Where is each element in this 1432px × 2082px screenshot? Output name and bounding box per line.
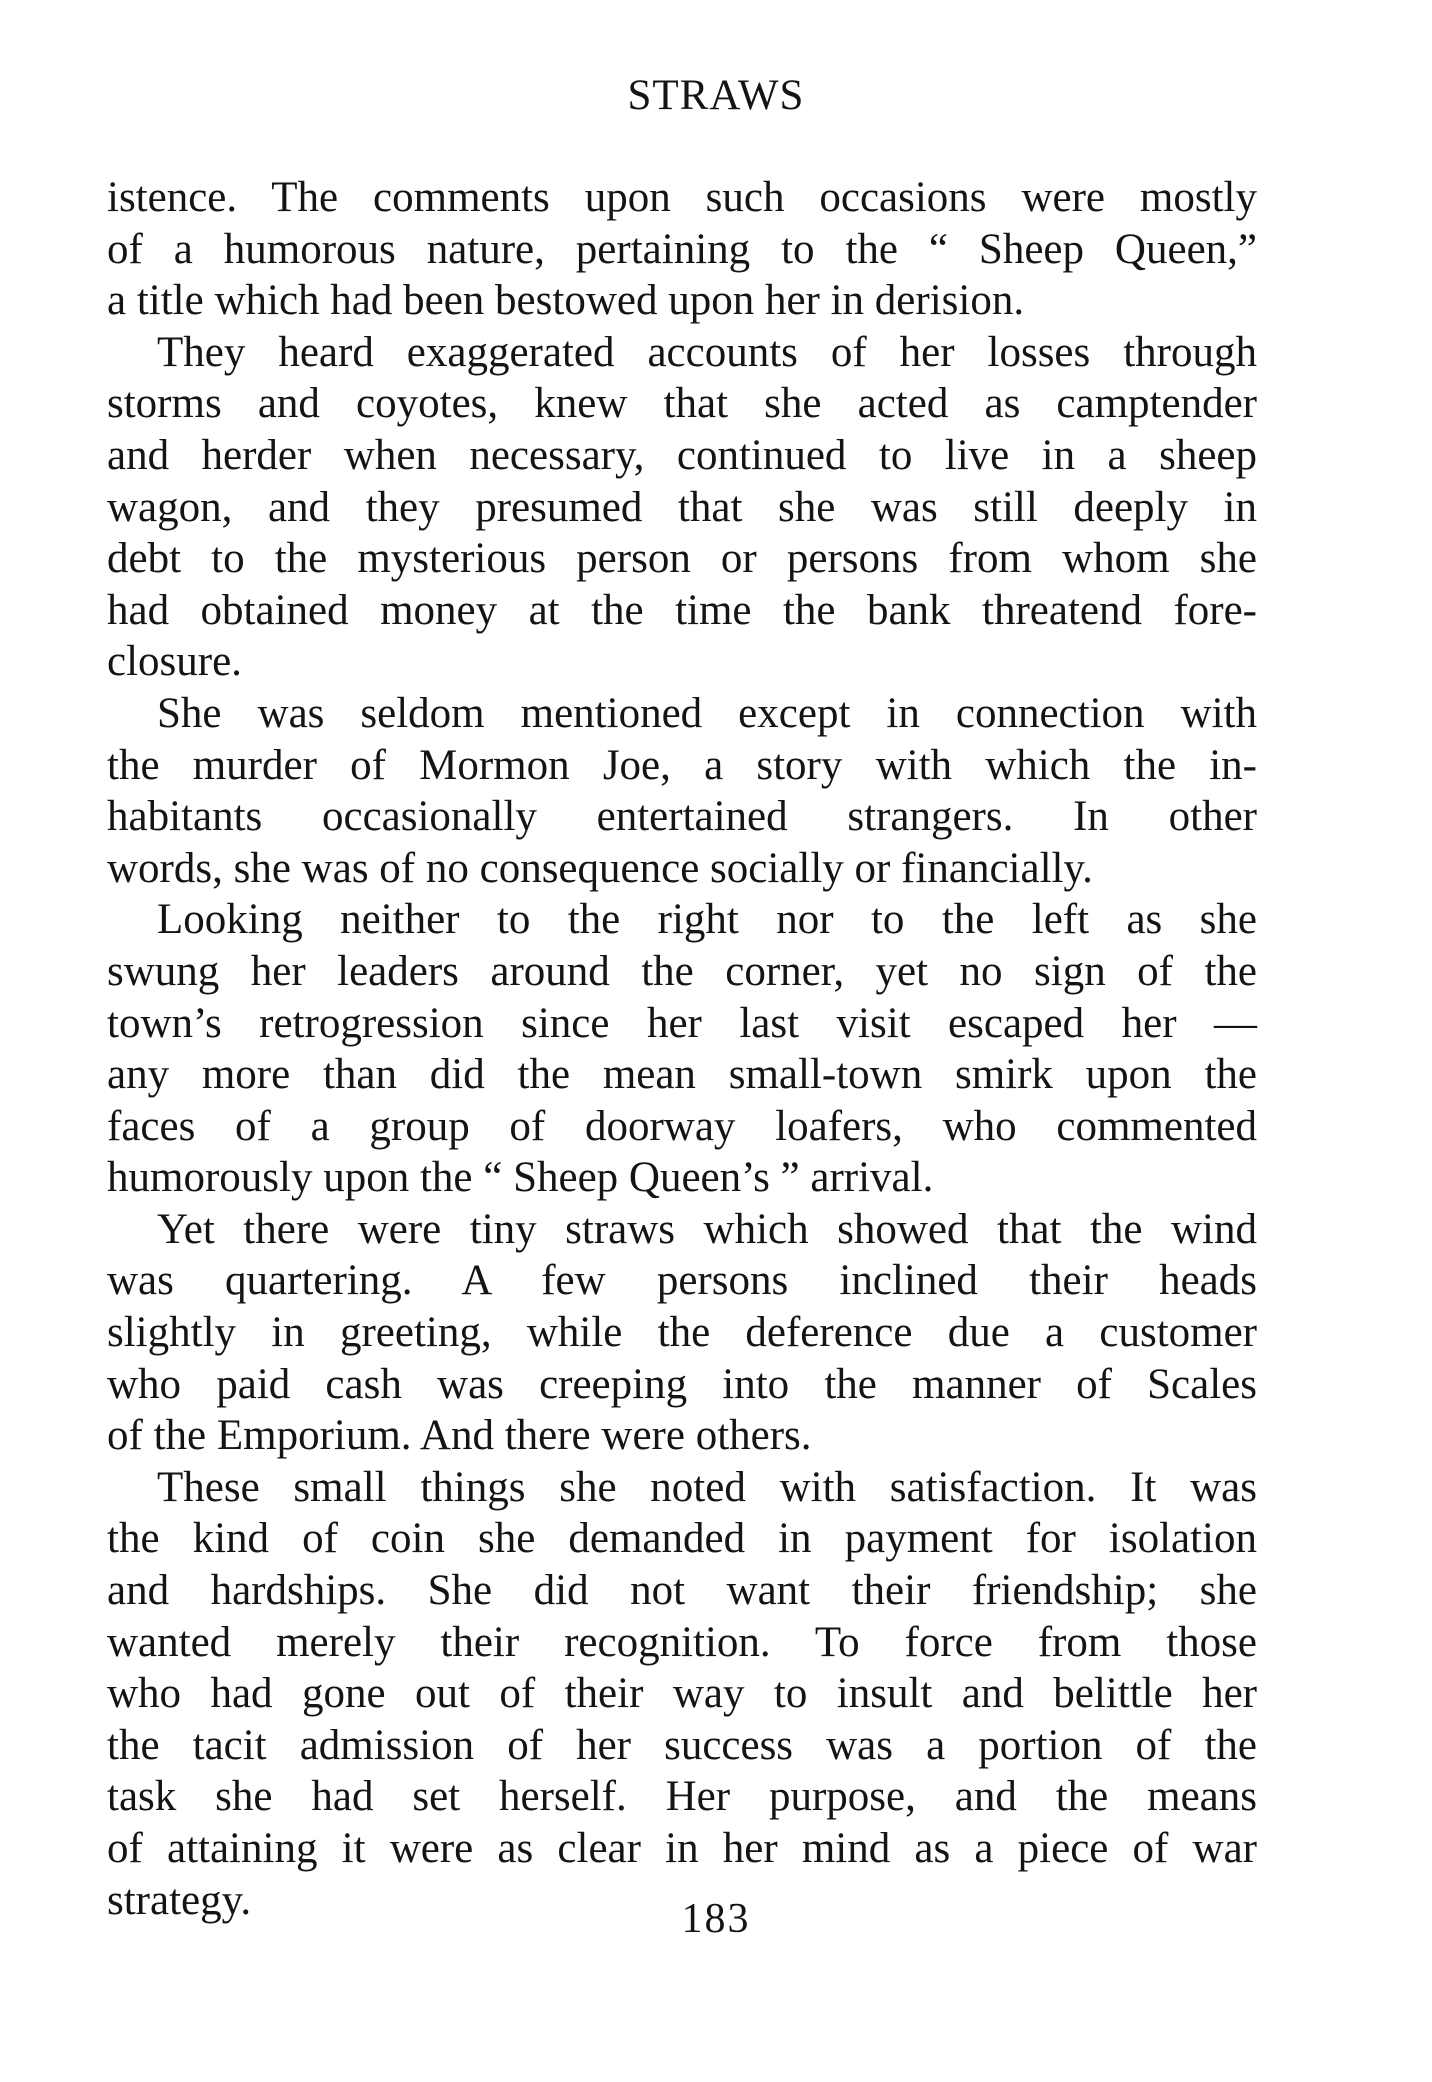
- running-head: STRAWS: [627, 72, 805, 119]
- text-line: habitants occasionally entertained strangers. In other: [107, 793, 1257, 841]
- text-line: of attaining it were as clear in her mind as a piece of war: [107, 1825, 1257, 1872]
- text-line: a title which had been bestowed upon her in derision.: [107, 277, 1025, 325]
- text-line: These small things she noted with satisfaction. It was: [157, 1463, 1257, 1511]
- text-line: humorously upon the “ Sheep Queen’s ” arrival.: [107, 1154, 934, 1202]
- text-line: and herder when necessary, continued to live in a sheep: [107, 431, 1257, 479]
- text-line: had obtained money at the time the bank threatend fore-: [107, 586, 1257, 634]
- text-line: was quartering. A few persons inclined their heads: [107, 1257, 1257, 1305]
- text-line: task she had set herself. Her purpose, and the means: [107, 1773, 1257, 1821]
- text-line: Yet there were tiny straws which showed that the wind: [157, 1205, 1257, 1253]
- text-line: who had gone out of their way to insult and belittle her: [107, 1670, 1257, 1718]
- text-line: istence. The comments upon such occasions were mostly: [107, 174, 1257, 221]
- text-line: wagon, and they presumed that she was still deeply in: [107, 483, 1257, 531]
- page-number: 183: [681, 1896, 751, 1942]
- text-line: who paid cash was creeping into the manner of Scales: [107, 1360, 1257, 1408]
- text-line: town’s retrogression since her last visit escaped her —: [107, 999, 1257, 1047]
- text-line: the kind of coin she demanded in payment for isolation: [107, 1515, 1257, 1563]
- text-line: slightly in greeting, while the deference due a customer: [107, 1309, 1257, 1357]
- text-line: of the Emporium. And there were others.: [107, 1412, 812, 1460]
- text-line: She was seldom mentioned except in connection with: [157, 689, 1257, 737]
- text-line: They heard exaggerated accounts of her losses through: [157, 328, 1257, 376]
- text-line: swung her leaders around the corner, yet no sign of the: [107, 947, 1257, 995]
- text-line: the murder of Mormon Joe, a story with which the in-: [107, 741, 1257, 789]
- body-text: [107, 172, 1257, 1926]
- text-line: the tacit admission of her success was a portion of the: [107, 1721, 1257, 1769]
- text-line: Looking neither to the right nor to the left as she: [157, 896, 1257, 944]
- text-line: any more than did the mean small-town smirk upon the: [107, 1051, 1257, 1099]
- text-line: wanted merely their recognition. To force from those: [107, 1618, 1257, 1666]
- text-line: closure.: [107, 638, 242, 686]
- text-line: storms and coyotes, knew that she acted as camptender: [107, 380, 1257, 428]
- text-line: and hardships. She did not want their friendship; she: [107, 1567, 1257, 1615]
- text-line: faces of a group of doorway loafers, who commented: [107, 1102, 1257, 1150]
- text-line: strategy.: [107, 1876, 252, 1924]
- text-line: of a humorous nature, pertaining to the “ Sheep Queen,”: [107, 225, 1257, 273]
- text-line: debt to the mysterious person or persons from whom she: [107, 535, 1257, 583]
- text-line: words, she was of no consequence socially or financially.: [107, 844, 1093, 892]
